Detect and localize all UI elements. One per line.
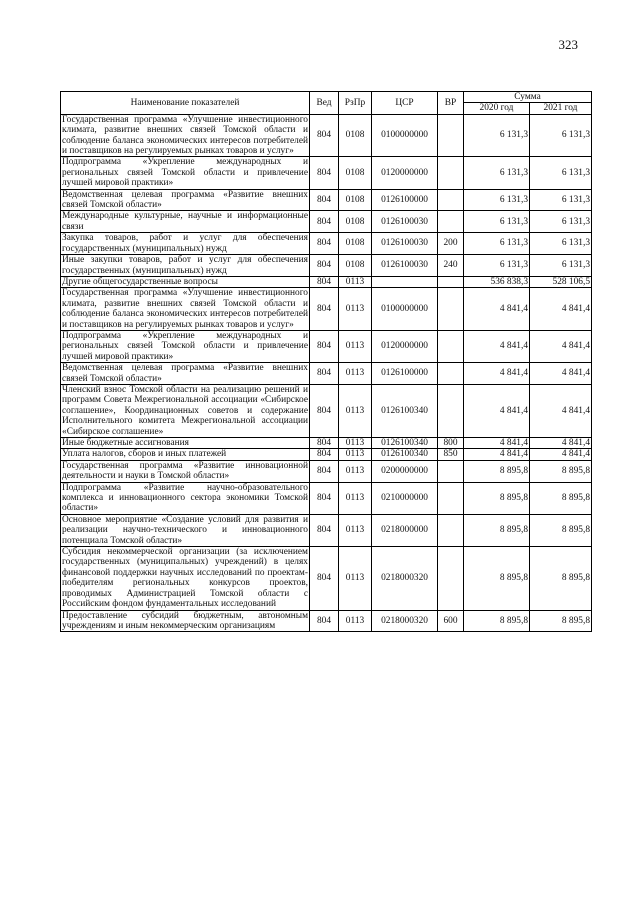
row-ved: 804 xyxy=(310,482,339,514)
row-rzpr: 0108 xyxy=(339,157,372,189)
row-vr xyxy=(438,547,464,610)
row-csr: 0100000000 xyxy=(372,114,438,157)
row-sum-2021: 4 841,4 xyxy=(530,363,592,385)
row-sum-2020: 6 131,3 xyxy=(464,211,530,233)
row-vr: 240 xyxy=(438,255,464,277)
row-rzpr: 0113 xyxy=(339,482,372,514)
row-csr: 0126100000 xyxy=(372,189,438,211)
row-vr: 850 xyxy=(438,449,464,460)
row-rzpr: 0113 xyxy=(339,288,372,331)
table-row xyxy=(61,482,592,514)
row-rzpr: 0113 xyxy=(339,610,372,632)
row-vr xyxy=(438,114,464,157)
row-ved: 804 xyxy=(310,211,339,233)
row-csr: 0126100030 xyxy=(372,233,438,255)
table-row xyxy=(61,211,592,233)
row-vr xyxy=(438,330,464,362)
row-ved: 804 xyxy=(310,610,339,632)
table-row xyxy=(61,288,592,331)
row-csr: 0126100340 xyxy=(372,384,438,437)
row-ved: 804 xyxy=(310,438,339,449)
row-name: Международные культурные, научные и информационные связи xyxy=(62,211,308,232)
table-row xyxy=(61,157,592,189)
row-csr: 0126100000 xyxy=(372,363,438,385)
row-vr xyxy=(438,482,464,514)
row-name: Субсидия некоммерческой организации (за исключением государственных (муниципальных) учреждений) в целях финансовой поддержки научных исследований по проектам-победителям региональных конкурсов проектов, проводимых Администрацией Томской области с Российским фондом фундаментальных исследований xyxy=(62,547,308,610)
row-rzpr: 0113 xyxy=(339,547,372,610)
row-sum-2020: 8 895,8 xyxy=(464,514,530,546)
row-ved: 804 xyxy=(310,547,339,610)
row-ved: 804 xyxy=(310,449,339,460)
row-name: Другие общегосударственные вопросы xyxy=(61,276,310,287)
row-sum-2021: 6 131,3 xyxy=(530,255,592,277)
row-csr: 0210000000 xyxy=(372,482,438,514)
row-vr xyxy=(438,189,464,211)
row-rzpr: 0113 xyxy=(339,460,372,482)
row-ved: 804 xyxy=(310,514,339,546)
row-ved: 804 xyxy=(310,276,339,287)
row-sum-2021: 4 841,4 xyxy=(530,449,592,460)
row-name: Членский взнос Томской области на реализацию решений и программ Совета Межрегиональной ассоциации «Сибирское соглашение», Координационных советов и содержание Исполнительного комитета Межрегиональной ассоциации «Сибирское соглашение» xyxy=(62,384,308,437)
row-csr: 0126100340 xyxy=(372,449,438,460)
row-ved: 804 xyxy=(310,288,339,331)
table-row xyxy=(61,233,592,255)
row-name: Основное мероприятие «Создание условий для развития и реализации научно-технического и инновационного потенциала Томской области» xyxy=(62,514,308,546)
row-sum-2021: 4 841,4 xyxy=(530,384,592,437)
row-rzpr: 0113 xyxy=(339,276,372,287)
row-csr: 0218000000 xyxy=(372,514,438,546)
row-name: Ведомственная целевая программа «Развитие внешних связей Томской области» xyxy=(62,189,308,211)
row-csr: 0218000320 xyxy=(372,547,438,610)
row-csr: 0120000000 xyxy=(372,157,438,189)
table-row xyxy=(61,384,592,437)
page-number: 323 xyxy=(558,37,578,52)
row-vr xyxy=(438,514,464,546)
row-ved: 804 xyxy=(310,363,339,385)
header-rzpr: РзПр xyxy=(339,92,372,115)
row-sum-2021: 8 895,8 xyxy=(530,547,592,610)
row-vr: 600 xyxy=(438,610,464,632)
row-sum-2021: 4 841,4 xyxy=(530,288,592,331)
row-sum-2021: 6 131,3 xyxy=(530,114,592,157)
row-name: Государственная программа «Улучшение инвестиционного климата, развитие внешних связей Томской области и соблюдение баланса экономических интересов потребителей и поставщиков на регулируемых рынках товаров и услуг» xyxy=(62,288,308,330)
row-rzpr: 0108 xyxy=(339,233,372,255)
row-sum-2021: 8 895,8 xyxy=(530,514,592,546)
table-body xyxy=(61,114,592,632)
row-name: Иные бюджетные ассигнования xyxy=(61,438,310,449)
row-csr: 0100000000 xyxy=(372,288,438,331)
row-sum-2020: 4 841,4 xyxy=(464,438,530,449)
table-row xyxy=(61,610,592,632)
row-name: Подпрограмма «Укрепление международных и региональных связей Томской области и привлечение лучшей мировой практики» xyxy=(62,157,308,189)
row-csr: 0126100340 xyxy=(372,438,438,449)
row-rzpr: 0108 xyxy=(339,189,372,211)
row-vr xyxy=(438,288,464,331)
row-sum-2021: 8 895,8 xyxy=(530,610,592,632)
row-name: Закупка товаров, работ и услуг для обеспечения государственных (муниципальных) нужд xyxy=(62,233,308,254)
row-sum-2020: 8 895,8 xyxy=(464,460,530,482)
row-name: Подпрограмма «Развитие научно-образовательного комплекса и инновационного сектора экономики Томской области» xyxy=(62,482,308,514)
row-sum-2021: 8 895,8 xyxy=(530,482,592,514)
table-row xyxy=(61,189,592,211)
row-csr: 0120000000 xyxy=(372,330,438,362)
table-row xyxy=(61,449,592,460)
row-rzpr: 0113 xyxy=(339,384,372,437)
header-ved: Вед xyxy=(310,92,339,115)
row-name: Государственная программа «Развитие инновационной деятельности и науки в Томской области» xyxy=(62,460,308,482)
row-rzpr: 0113 xyxy=(339,438,372,449)
row-ved: 804 xyxy=(310,114,339,157)
row-name: Подпрограмма «Укрепление международных и региональных связей Томской области и привлечение лучшей мировой практики» xyxy=(62,330,308,362)
row-ved: 804 xyxy=(310,233,339,255)
row-rzpr: 0108 xyxy=(339,255,372,277)
row-ved: 804 xyxy=(310,255,339,277)
row-name: Предоставление субсидий бюджетным, автономным учреждениям и иным некоммерческим организациям xyxy=(62,610,308,631)
header-year-2020: 2020 год xyxy=(464,103,530,114)
header-year-2021: 2021 год xyxy=(530,103,592,114)
row-name: Иные закупки товаров, работ и услуг для обеспечения государственных (муниципальных) нужд xyxy=(62,255,308,276)
row-sum-2021: 4 841,4 xyxy=(530,438,592,449)
row-sum-2021: 4 841,4 xyxy=(530,330,592,362)
row-ved: 804 xyxy=(310,384,339,437)
row-vr xyxy=(438,460,464,482)
row-sum-2021: 8 895,8 xyxy=(530,460,592,482)
row-vr xyxy=(438,384,464,437)
row-vr xyxy=(438,363,464,385)
row-sum-2020: 4 841,4 xyxy=(464,288,530,331)
row-ved: 804 xyxy=(310,460,339,482)
table-row xyxy=(61,460,592,482)
row-vr: 200 xyxy=(438,233,464,255)
row-rzpr: 0108 xyxy=(339,211,372,233)
header-name: Наименование показателей xyxy=(61,92,310,115)
row-sum-2020: 6 131,3 xyxy=(464,255,530,277)
table-row xyxy=(61,363,592,385)
row-sum-2020: 6 131,3 xyxy=(464,189,530,211)
row-ved: 804 xyxy=(310,189,339,211)
table-row xyxy=(61,330,592,362)
row-sum-2021: 6 131,3 xyxy=(530,233,592,255)
row-sum-2020: 4 841,4 xyxy=(464,330,530,362)
row-csr: 0126100030 xyxy=(372,211,438,233)
row-name: Государственная программа «Улучшение инвестиционного климата, развитие внешних связей Томской области и соблюдение баланса экономических интересов потребителей и поставщиков на регулируемых рынках товаров и услуг» xyxy=(62,114,308,157)
row-rzpr: 0113 xyxy=(339,363,372,385)
row-sum-2020: 4 841,4 xyxy=(464,363,530,385)
table-row xyxy=(61,114,592,157)
row-sum-2021: 528 106,5 xyxy=(530,276,592,287)
row-sum-2020: 8 895,8 xyxy=(464,547,530,610)
row-sum-2020: 8 895,8 xyxy=(464,482,530,514)
row-rzpr: 0108 xyxy=(339,114,372,157)
header-vr: ВР xyxy=(438,92,464,115)
row-vr xyxy=(438,276,464,287)
table-row xyxy=(61,438,592,449)
header-sum: Сумма xyxy=(464,92,592,103)
row-rzpr: 0113 xyxy=(339,330,372,362)
budget-table xyxy=(60,91,592,632)
row-rzpr: 0113 xyxy=(339,514,372,546)
row-csr: 0126100030 xyxy=(372,255,438,277)
row-sum-2020: 8 895,8 xyxy=(464,610,530,632)
row-csr: 0200000000 xyxy=(372,460,438,482)
row-sum-2020: 6 131,3 xyxy=(464,157,530,189)
table-row xyxy=(61,255,592,277)
table-row xyxy=(61,514,592,546)
row-name: Ведомственная целевая программа «Развитие внешних связей Томской области» xyxy=(62,363,308,384)
row-sum-2020: 6 131,3 xyxy=(464,114,530,157)
row-name: Уплата налогов, сборов и иных платежей xyxy=(61,449,310,460)
row-csr xyxy=(372,276,438,287)
row-sum-2021: 6 131,3 xyxy=(530,157,592,189)
row-vr xyxy=(438,157,464,189)
header-csr: ЦСР xyxy=(372,92,438,115)
row-sum-2020: 536 838,3 xyxy=(464,276,530,287)
row-sum-2021: 6 131,3 xyxy=(530,189,592,211)
row-sum-2021: 6 131,3 xyxy=(530,211,592,233)
table-row xyxy=(61,276,592,287)
row-sum-2020: 4 841,4 xyxy=(464,384,530,437)
table-row xyxy=(61,547,592,610)
row-ved: 804 xyxy=(310,157,339,189)
row-rzpr: 0113 xyxy=(339,449,372,460)
row-ved: 804 xyxy=(310,330,339,362)
row-sum-2020: 4 841,4 xyxy=(464,449,530,460)
row-vr xyxy=(438,211,464,233)
row-csr: 0218000320 xyxy=(372,610,438,632)
row-sum-2020: 6 131,3 xyxy=(464,233,530,255)
row-vr: 800 xyxy=(438,438,464,449)
